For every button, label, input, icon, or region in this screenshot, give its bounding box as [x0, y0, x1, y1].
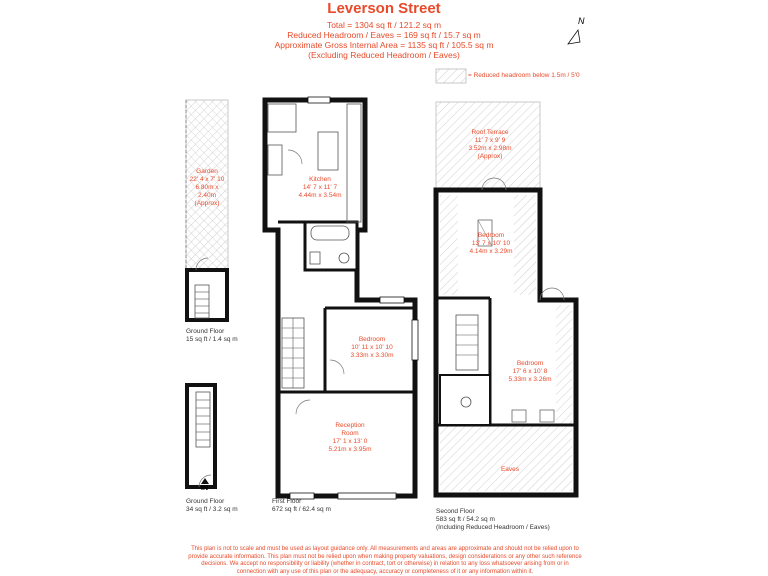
floor-label-second: Second Floor 583 sq ft / 54.2 sq m (Including Reduced Headroom / Eaves)	[436, 508, 550, 531]
entrance-label: IN	[201, 485, 208, 492]
page-title: Leverson Street	[327, 0, 441, 17]
stat-gross-area: Approximate Gross Internal Area = 1135 sq ft / 105.5 sq m	[274, 40, 494, 50]
disclaimer: This plan is not to scale and must be used as layout guidance only. All measurements and areas are approximate and should not be relied upon to provide accurate information. This plan must not be relied upon when making property valuations, design considerations or any other such reference decisions. We accept no responsibility or liability (whether in contract, tort or otherwise) in relation to any loss whatsoever arising from or in connection with any use of this plan or the adequacy, accuracy or completeness of it or any information within it.	[188, 546, 582, 575]
stat-excluding: (Excluding Reduced Headroom / Eaves)	[308, 50, 460, 60]
stat-total: Total = 1304 sq ft / 121.2 sq m	[326, 20, 442, 30]
room-bedroom-third: Bedroom 17' 6 x 10' 8 5.33m x 3.26m	[508, 360, 552, 383]
floor-label-first: First Floor 672 sq ft / 62.4 sq m	[272, 498, 331, 513]
ground-floor-b-entrance	[187, 385, 215, 487]
room-garden: Garden 22' 4 x 7' 10 6.80m x 2.40m (Approx)	[189, 168, 225, 207]
room-bedroom-first: Bedroom 10' 11 x 10' 10 3.33m x 3.30m	[350, 336, 394, 359]
north-arrow-icon	[568, 30, 580, 44]
room-reception: Reception Room 17' 1 x 13' 0 5.21m x 3.95m	[328, 422, 372, 453]
floor-label-ground-a: Ground Floor 15 sq ft / 1.4 sq m	[186, 328, 238, 343]
stat-reduced-headroom: Reduced Headroom / Eaves = 169 sq ft / 15.7 sq m	[287, 30, 481, 40]
legend-text: = Reduced headroom below 1.5m / 5'0	[468, 72, 580, 79]
room-kitchen: Kitchen 14' 7 x 11' 7 4.44m x 3.54m	[298, 176, 342, 199]
north-label: N	[578, 16, 585, 26]
legend-swatch	[436, 69, 466, 83]
room-roof-terrace: Roof Terrace 11' 7 x 9' 9 3.52m x 2.98m (Approx)	[468, 129, 512, 160]
floor-label-ground-b: Ground Floor 34 sq ft / 3.2 sq m	[186, 498, 238, 513]
room-eaves: Eaves	[500, 466, 520, 473]
room-bedroom-second: Bedroom 13' 7 x 10' 10 4.14m x 3.29m	[469, 232, 513, 255]
